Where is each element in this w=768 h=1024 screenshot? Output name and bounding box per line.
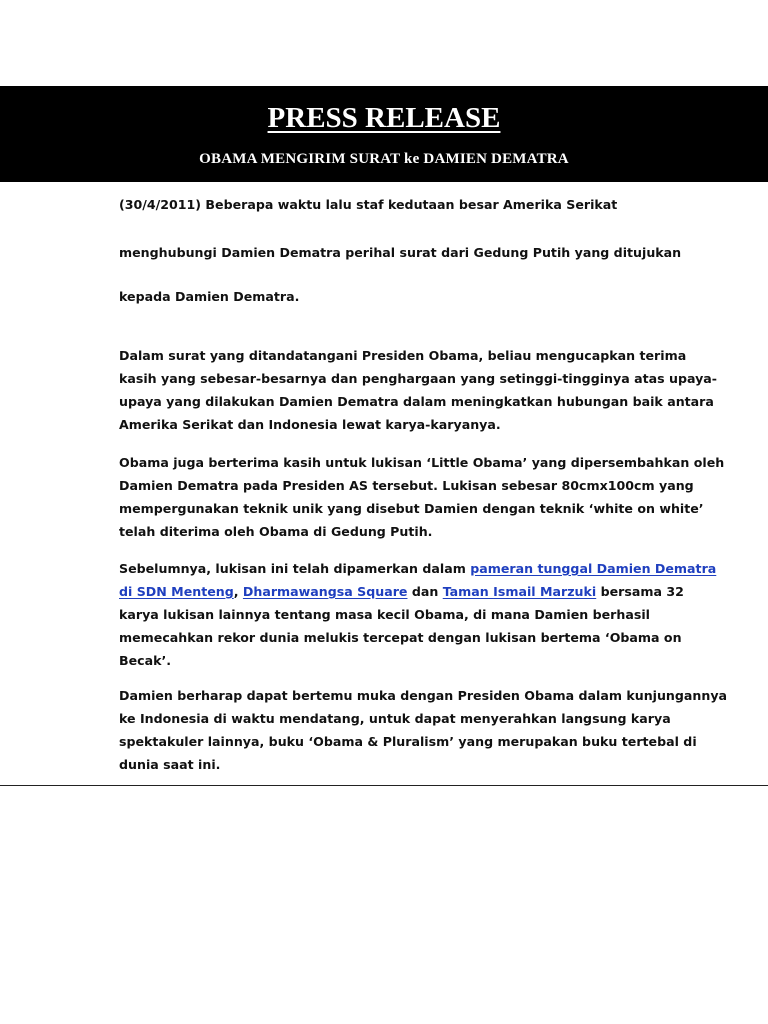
paragraph-line: dunia saat ini. <box>119 757 221 772</box>
press-release-title: PRESS RELEASE <box>267 102 501 134</box>
paragraph-line: Obama juga berterima kasih untuk lukisan ‘Little Obama’ yang dipersembahkan oleh <box>119 455 725 470</box>
paragraph-line: kasih yang sebesar-besarnya dan penghargaan yang setinggi-tingginya atas upaya- <box>119 371 718 386</box>
paragraph-line: ke Indonesia di waktu mendatang, untuk dapat menyerahkan langsung karya <box>119 711 671 726</box>
paragraph-text: dan <box>407 584 443 599</box>
intro-line-3: kepada Damien Dematra. <box>119 289 300 304</box>
paragraph-2 <box>119 451 725 543</box>
paragraph-line <box>119 557 717 580</box>
paragraph-line: spektakuler lainnya, buku ‘Obama & Pluralism’ yang merupakan buku tertebal di <box>119 734 697 749</box>
paragraph-line: Damien Dematra pada Presiden AS tersebut. Lukisan sebesar 80cmx100cm yang <box>119 478 694 493</box>
paragraph-line: Dalam surat yang ditandatangani Presiden Obama, beliau mengucapkan terima <box>119 348 687 363</box>
intro-line-2: menghubungi Damien Dematra perihal surat dari Gedung Putih yang ditujukan <box>119 245 682 260</box>
link-sdn-menteng[interactable]: di SDN Menteng <box>119 584 234 599</box>
paragraph-line: Becak’. <box>119 653 172 668</box>
paragraph-3 <box>119 557 717 672</box>
link-dharmawangsa-square[interactable]: Dharmawangsa Square <box>242 584 408 599</box>
paragraph-line: Damien berharap dapat bertemu muka dengan Presiden Obama dalam kunjungannya <box>119 688 728 703</box>
paragraph-line: Amerika Serikat dan Indonesia lewat karya-karyanya. <box>119 417 501 432</box>
paragraph-line <box>119 580 684 603</box>
paragraph-line: memecahkan rekor dunia melukis tercepat dengan lukisan bertema ‘Obama on <box>119 630 682 645</box>
paragraph-line: upaya yang dilakukan Damien Dematra dalam meningkatkan hubungan baik antara <box>119 394 714 409</box>
paragraph-1 <box>119 344 718 436</box>
paragraph-line: mempergunakan teknik unik yang disebut Damien dengan teknik ‘white on white’ <box>119 501 704 516</box>
intro-line-1: (30/4/2011) Beberapa waktu lalu staf kedutaan besar Amerika Serikat <box>119 197 618 212</box>
link-pameran-tunggal[interactable]: pameran tunggal Damien Dematra <box>470 561 717 576</box>
paragraph-4 <box>119 684 728 776</box>
paragraph-text: , <box>233 584 243 599</box>
press-release-headline: OBAMA MENGIRIM SURAT ke DAMIEN DEMATRA <box>199 151 569 167</box>
page-divider <box>0 785 768 786</box>
paragraph-line: karya lukisan lainnya tentang masa kecil Obama, di mana Damien berhasil <box>119 607 650 622</box>
link-taman-ismail-marzuki[interactable]: Taman Ismail Marzuki <box>442 584 597 599</box>
paragraph-text: bersama 32 <box>596 584 684 599</box>
paragraph-line: telah diterima oleh Obama di Gedung Putih. <box>119 524 433 539</box>
paragraph-text: Sebelumnya, lukisan ini telah dipamerkan dalam <box>119 561 471 576</box>
